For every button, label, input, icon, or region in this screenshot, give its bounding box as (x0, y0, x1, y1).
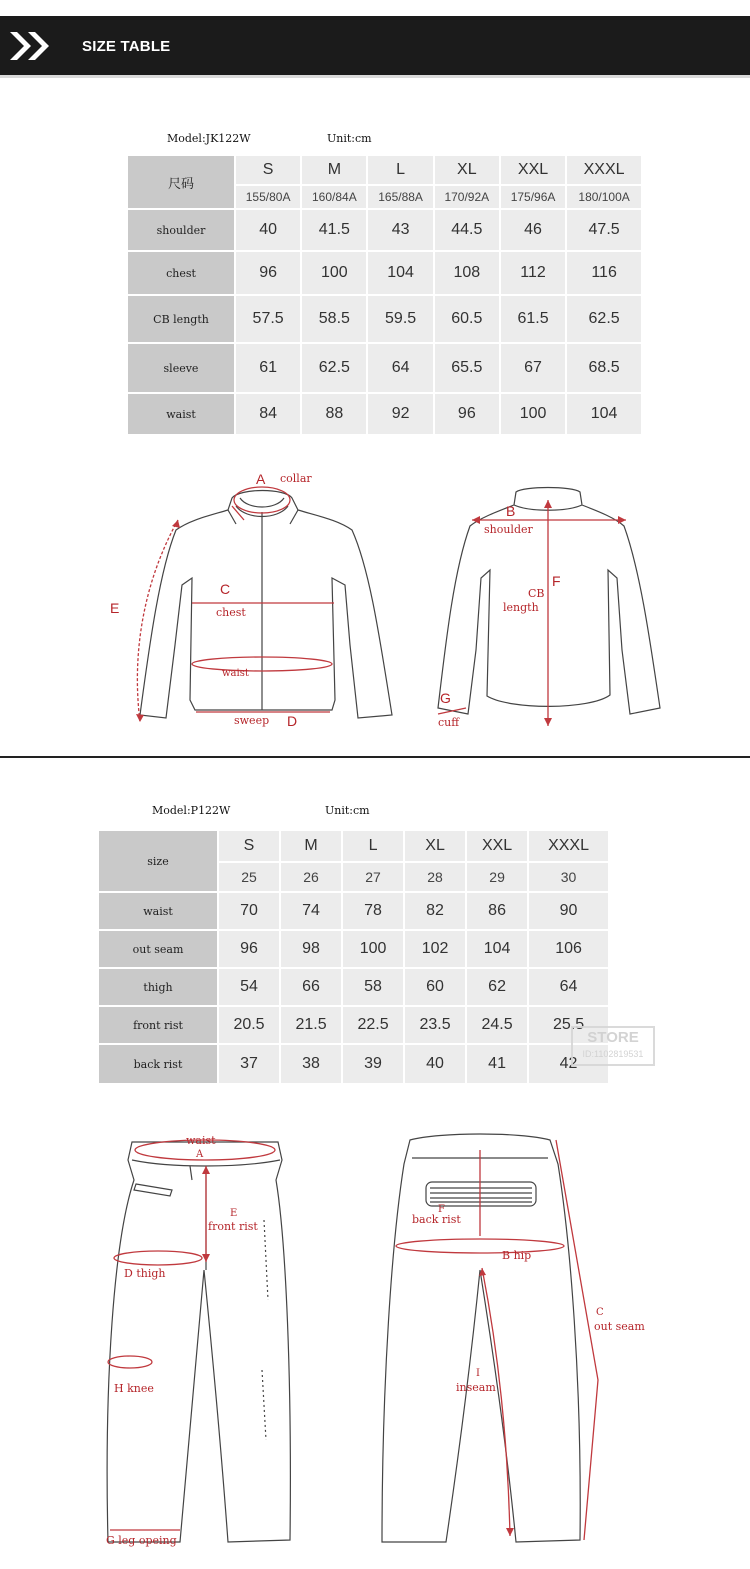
label-g-letter: G (440, 690, 451, 706)
pants-measurement-diagram (0, 1120, 750, 1565)
label-cuff: cuff (438, 716, 460, 729)
label-collar: collar (280, 472, 312, 485)
table-cell: 96 (435, 394, 499, 434)
table-cell: 23.5 (405, 1007, 465, 1043)
pants-number-cell: 29 (467, 863, 527, 891)
table-cell: 106 (529, 931, 608, 967)
table-cell: 57.5 (236, 296, 300, 342)
label-a-letter: A (256, 471, 266, 487)
pants-size-header: M (281, 831, 341, 861)
table-cell: 59.5 (368, 296, 432, 342)
label-waist: waist (222, 668, 249, 679)
table-cell: 43 (368, 210, 432, 250)
jacket-height-cell: 165/88A (368, 186, 432, 208)
label-a-letter: A (196, 1149, 204, 1160)
watermark-store: STORE (587, 1029, 639, 1046)
table-row (128, 210, 641, 250)
table-cell: 38 (281, 1045, 341, 1083)
jacket-height-cell: 180/100A (567, 186, 641, 208)
table-cell: 62 (467, 969, 527, 1005)
label-h-knee: H knee (114, 1382, 154, 1395)
jacket-height-cell: 170/92A (435, 186, 499, 208)
table-cell: 46 (501, 210, 565, 250)
table-cell: 102 (405, 931, 465, 967)
table-cell: 62.5 (302, 344, 366, 392)
label-e-letter: E (110, 600, 120, 616)
table-cell: 88 (302, 394, 366, 434)
jacket-size-header: XXL (501, 156, 565, 184)
row-label: CB length (128, 296, 234, 342)
table-cell: 25.5 (529, 1007, 608, 1043)
table-cell: 60.5 (435, 296, 499, 342)
table-row (99, 969, 608, 1005)
row-label: waist (128, 394, 234, 434)
table-cell: 65.5 (435, 344, 499, 392)
table-cell: 39 (343, 1045, 403, 1083)
table-cell: 82 (405, 893, 465, 929)
jacket-model: Model:JK122W (167, 132, 251, 145)
label-d-letter: D (287, 713, 298, 729)
table-cell: 84 (236, 394, 300, 434)
double-chevron-right-icon (8, 28, 56, 64)
row-label: chest (128, 252, 234, 294)
table-cell: 104 (368, 252, 432, 294)
table-cell: 112 (501, 252, 565, 294)
jacket-size-table (126, 154, 643, 436)
jacket-unit: Unit:cm (327, 132, 372, 145)
jacket-size-header: XL (435, 156, 499, 184)
table-row (128, 394, 641, 434)
pants-corner-label: size (99, 831, 217, 891)
label-i-letter: I (476, 1368, 480, 1379)
pants-number-cell: 27 (343, 863, 403, 891)
page-title: SIZE TABLE (82, 38, 171, 55)
table-cell: 47.5 (567, 210, 641, 250)
table-cell: 44.5 (435, 210, 499, 250)
table-cell: 60 (405, 969, 465, 1005)
table-cell: 24.5 (467, 1007, 527, 1043)
label-e-letter: E (230, 1208, 238, 1219)
table-cell: 64 (368, 344, 432, 392)
label-cb-length: length (503, 601, 539, 614)
table-cell: 54 (219, 969, 279, 1005)
label-f-letter: F (438, 1204, 445, 1215)
label-waist: waist (186, 1134, 216, 1147)
page-header (0, 16, 750, 78)
table-cell: 78 (343, 893, 403, 929)
row-label: waist (99, 893, 217, 929)
label-c-letter: C (596, 1307, 604, 1318)
watermark-id: ID:1102819531 (582, 1049, 644, 1059)
table-cell: 100 (501, 394, 565, 434)
table-cell: 104 (567, 394, 641, 434)
label-chest: chest (216, 606, 246, 619)
jacket-size-header: M (302, 156, 366, 184)
table-cell: 37 (219, 1045, 279, 1083)
row-label: thigh (99, 969, 217, 1005)
pants-size-header: L (343, 831, 403, 861)
label-f-letter: F (552, 573, 561, 589)
jacket-measurement-diagram (0, 460, 750, 750)
pants-size-header: XXXL (529, 831, 608, 861)
jacket-size-header: L (368, 156, 432, 184)
label-b-hip: B hip (502, 1249, 532, 1262)
label-c-letter: C (220, 581, 231, 597)
table-cell: 108 (435, 252, 499, 294)
table-cell: 42 (529, 1045, 608, 1083)
pants-size-header: XL (405, 831, 465, 861)
label-inseam: inseam (456, 1381, 496, 1394)
table-cell: 22.5 (343, 1007, 403, 1043)
label-front-rist: front rist (208, 1220, 258, 1233)
table-row (99, 893, 608, 929)
row-label: back rist (99, 1045, 217, 1083)
jacket-height-cell: 160/84A (302, 186, 366, 208)
section-divider (0, 756, 750, 758)
table-row (99, 1007, 608, 1043)
table-cell: 92 (368, 394, 432, 434)
table-cell: 67 (501, 344, 565, 392)
table-cell: 74 (281, 893, 341, 929)
table-cell: 68.5 (567, 344, 641, 392)
table-cell: 62.5 (567, 296, 641, 342)
row-label: shoulder (128, 210, 234, 250)
table-cell: 90 (529, 893, 608, 929)
row-label: front rist (99, 1007, 217, 1043)
jacket-size-header: S (236, 156, 300, 184)
pants-number-cell: 28 (405, 863, 465, 891)
label-d-thigh: D thigh (124, 1267, 166, 1280)
table-row (99, 931, 608, 967)
table-cell: 98 (281, 931, 341, 967)
pants-size-header: S (219, 831, 279, 861)
pants-number-cell: 30 (529, 863, 608, 891)
table-cell: 58 (343, 969, 403, 1005)
table-row (99, 1045, 608, 1083)
pants-number-cell: 26 (281, 863, 341, 891)
jacket-corner-label: 尺码 (128, 156, 234, 208)
jacket-height-cell: 155/80A (236, 186, 300, 208)
label-shoulder: shoulder (484, 523, 533, 536)
row-label: out seam (99, 931, 217, 967)
label-b-letter: B (506, 503, 516, 519)
table-cell: 70 (219, 893, 279, 929)
table-cell: 40 (405, 1045, 465, 1083)
pants-size-table (97, 829, 610, 1085)
table-row (128, 344, 641, 392)
table-cell: 21.5 (281, 1007, 341, 1043)
table-cell: 96 (219, 931, 279, 967)
label-sweep: sweep (234, 714, 270, 727)
table-cell: 64 (529, 969, 608, 1005)
label-back-rist: back rist (412, 1213, 461, 1226)
store-watermark (571, 1026, 655, 1066)
pants-model: Model:P122W (152, 804, 231, 817)
label-g-leg-opening: G leg opeing (106, 1534, 177, 1547)
pants-unit: Unit:cm (325, 804, 370, 817)
table-row (128, 296, 641, 342)
table-cell: 104 (467, 931, 527, 967)
pants-size-header: XXL (467, 831, 527, 861)
label-cb: CB (528, 587, 545, 600)
table-row (128, 252, 641, 294)
table-cell: 100 (302, 252, 366, 294)
table-cell: 116 (567, 252, 641, 294)
jacket-height-cell: 175/96A (501, 186, 565, 208)
label-out-seam: out seam (594, 1320, 645, 1333)
table-cell: 61.5 (501, 296, 565, 342)
pants-number-cell: 25 (219, 863, 279, 891)
table-cell: 96 (236, 252, 300, 294)
table-cell: 40 (236, 210, 300, 250)
table-cell: 41.5 (302, 210, 366, 250)
row-label: sleeve (128, 344, 234, 392)
table-cell: 20.5 (219, 1007, 279, 1043)
jacket-size-header: XXXL (567, 156, 641, 184)
table-cell: 66 (281, 969, 341, 1005)
table-cell: 58.5 (302, 296, 366, 342)
table-cell: 61 (236, 344, 300, 392)
table-cell: 86 (467, 893, 527, 929)
table-cell: 41 (467, 1045, 527, 1083)
table-cell: 100 (343, 931, 403, 967)
